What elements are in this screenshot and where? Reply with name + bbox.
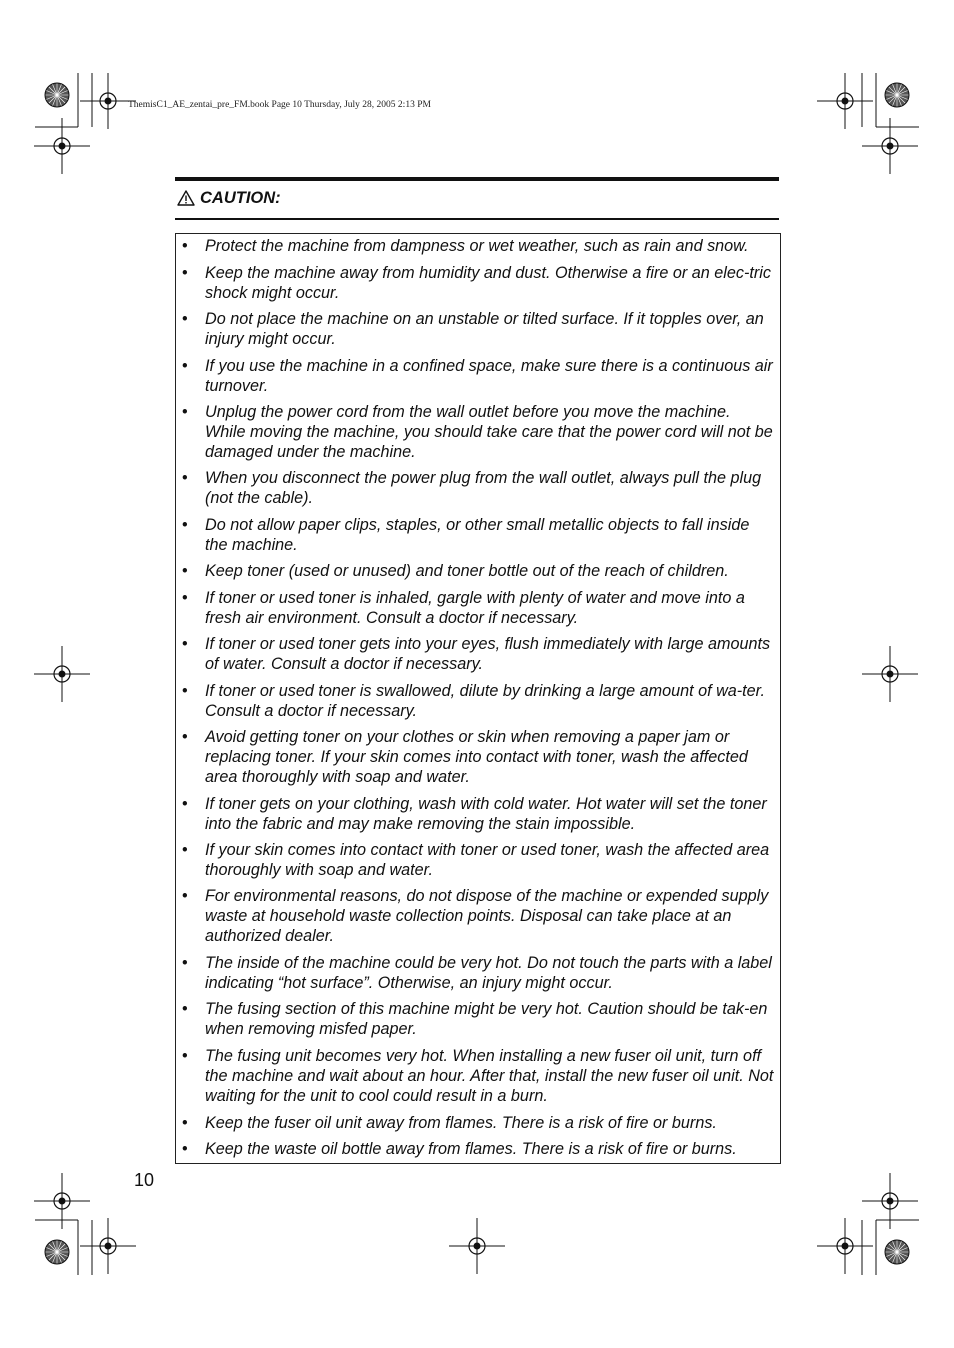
crop-mark-mid-left: [34, 646, 90, 702]
crop-mark-bottom-left: [34, 1173, 136, 1275]
list-item: • If you use the machine in a confined space, make sure there is a continuous air turnover.: [182, 357, 773, 396]
list-item: • The fusing section of this machine might be very hot. Caution should be tak-en when removing misfed paper.: [182, 1000, 768, 1039]
crop-mark-mid-right: [862, 646, 918, 702]
list-item: • Keep the machine away from humidity and dust. Otherwise a fire or an elec-tric shock might occur.: [182, 264, 771, 303]
list-item: • If toner gets on your clothing, wash with cold water. Hot water will set the toner into the fabric and may make removing the stain impossible.: [182, 795, 767, 834]
list-item: • Avoid getting toner on your clothes or skin when removing a paper jam or replacing toner. If your skin comes into contact with toner, wash the affected area thoroughly with soap and water.: [182, 728, 748, 787]
crop-mark-bottom-right: [817, 1173, 919, 1275]
page-number: 10: [134, 1170, 155, 1190]
list-item: • When you disconnect the power plug from the wall outlet, always pull the plug (not the cable).: [182, 469, 762, 508]
list-item: • Do not place the machine on an unstable or tilted surface. If it topples over, an injury might occur.: [182, 310, 764, 349]
crop-mark-bottom-center: [449, 1218, 505, 1274]
caution-title: CAUTION:: [200, 188, 281, 207]
crop-mark-top-left: [34, 73, 136, 174]
list-item: • Keep the fuser oil unit away from flames. There is a risk of fire or burns.: [182, 1114, 717, 1132]
list-item: • Unplug the power cord from the wall outlet before you move the machine. While moving the machine, you should take care that the power cord will not be damaged under the machine.: [182, 403, 773, 462]
list-item: • The fusing unit becomes very hot. When installing a new fuser oil unit, turn off the machine and wait about an hour. After that, install the new fuser oil unit. Not waiting for the unit to cool could result in a burn.: [182, 1047, 774, 1106]
print-header-info: ThemisC1_AE_zentai_pre_FM.book Page 10 Thursday, July 28, 2005 2:13 PM: [128, 100, 431, 110]
list-item: • The inside of the machine could be very hot. Do not touch the parts with a label indicating “hot surface”. Otherwise, an injury might occur.: [182, 954, 772, 993]
list-item: • Do not allow paper clips, staples, or other small metallic objects to fall inside the machine.: [182, 516, 750, 555]
list-item: • Keep toner (used or unused) and toner bottle out of the reach of children.: [182, 562, 729, 580]
list-item: • If toner or used toner is inhaled, gargle with plenty of water and move into a fresh air environment. Consult a doctor if necessary.: [182, 589, 745, 628]
list-item: • For environmental reasons, do not dispose of the machine or expended supply waste at household waste collection points. Disposal can take place at an authorized dealer.: [182, 887, 769, 946]
list-item: • Protect the machine from dampness or wet weather, such as rain and snow.: [182, 237, 749, 255]
list-item: • If your skin comes into contact with toner or used toner, wash the affected area thoroughly with soap and water.: [182, 841, 770, 880]
list-item: • If toner or used toner gets into your eyes, flush immediately with large amounts of water. Consult a doctor if necessary.: [182, 635, 771, 674]
list-item: • If toner or used toner is swallowed, dilute by drinking a large amount of wa-ter. Consult a doctor if necessary.: [182, 682, 765, 721]
crop-mark-top-right: [817, 73, 919, 174]
list-item: • Keep the waste oil bottle away from flames. There is a risk of fire or burns.: [182, 1140, 737, 1158]
